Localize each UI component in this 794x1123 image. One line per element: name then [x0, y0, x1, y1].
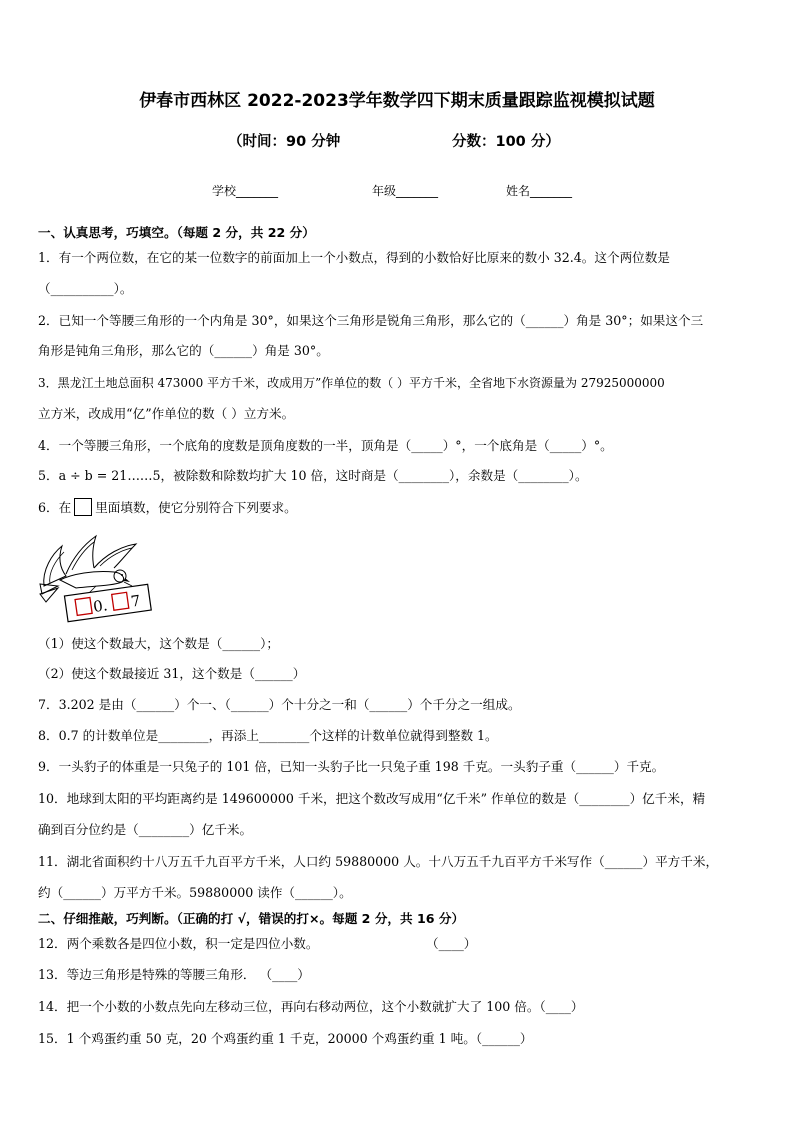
grade-field[interactable]: 年级_______	[372, 184, 439, 198]
question-14: 14．把一个小数的小数点先向左移动三位，再向右移动两位，这个小数就扩大了 100 倍。（____）	[38, 999, 584, 1014]
bird-holding-card-illustration	[36, 524, 152, 624]
question-3-line2: 立方米，改成用“亿”作单位的数（ ）立方米。	[38, 406, 295, 421]
question-6-suffix: 里面填数，使它分别符合下列要求。	[95, 500, 297, 515]
question-8: 8．0.7 的计数单位是________，再添上________个这样的计数单位就得到整数 1。	[38, 728, 498, 743]
question-6-prefix: 6．在	[38, 500, 72, 515]
question-6	[38, 498, 297, 517]
school-field[interactable]: 学校_______	[212, 184, 279, 198]
question-10-line2: 确到百分位约是（________）亿千米。	[38, 822, 253, 837]
question-1-line1: 1．有一个两位数，在它的某一位数字的前面加上一个小数点，得到的小数恰好比原来的数小 32.4。这个两位数是	[38, 250, 670, 265]
card-decimal-point: 0.	[92, 596, 109, 616]
question-2-line2: 角形是钝角三角形，那么它的（______）角是 30°。	[38, 343, 329, 358]
answer-box-icon	[74, 498, 92, 516]
page-title: 伊春市西林区 2022-2023学年数学四下期末质量跟踪监视模拟试题	[139, 91, 655, 111]
question-5: 5．a ÷ b = 21……5，被除数和除数均扩大 10 倍，这时商是（________），余数是（________）。	[38, 468, 588, 483]
question-13: 13．等边三角形是特殊的等腰三角形． （____）	[38, 967, 310, 982]
name-field[interactable]: 姓名_______	[506, 184, 573, 198]
question-12-answer[interactable]: （____）	[426, 936, 477, 951]
question-9: 9．一头豹子的体重是一只兔子的 101 倍，已知一头豹子比一只兔子重 198 千克。一头豹子重（______）千克。	[38, 759, 665, 774]
total-score: 分数：100 分）	[452, 134, 560, 150]
question-11-line1: 11．湖北省面积约十八万五千九百平方千米，人口约 59880000 人。十八万五千九百平方千米写作（______）平方千米，	[38, 854, 719, 869]
question-1-line2[interactable]: （__________）。	[38, 281, 133, 296]
section2-heading: 二、仔细推敲，巧判断。（正确的打 √，错误的打×。每题 2 分，共 16 分）	[38, 911, 465, 926]
question-3-line1: 3．黑龙江土地总面积 473000 平方千米，改成用万”作单位的数（ ）平方千米，全省地下水资源量为 27925000000	[38, 376, 665, 390]
question-2-line1: 2．已知一个等腰三角形的一个内角是 30°，如果这个三角形是锐角三角形，那么它的（______）角是 30°；如果这个三	[38, 313, 704, 328]
question-15: 15．1 个鸡蛋约重 50 克，20 个鸡蛋约重 1 千克，20000 个鸡蛋约重 1 吨。（______）	[38, 1031, 533, 1046]
question-10-line1: 10．地球到太阳的平均距离约是 149600000 千米，把这个数改写成用“亿千米” 作单位的数是（________）亿千米，精	[38, 791, 706, 806]
question-12: 12．两个乘数各是四位小数，积一定是四位小数。	[38, 936, 319, 951]
question-6-part2: （2）使这个数最接近 31，这个数是（______）	[38, 666, 306, 681]
card-digit: 7	[129, 591, 142, 611]
section1-heading: 一、认真思考，巧填空。（每题 2 分，共 22 分）	[38, 225, 315, 240]
time-limit: （时间：90 分钟	[228, 134, 341, 150]
question-11-line2: 约（______）万平方千米。59880000 读作（______）。	[38, 885, 352, 900]
question-4: 4．一个等腰三角形，一个底角的度数是顶角度数的一半，顶角是（_____）°，一个底角是（_____）°。	[38, 438, 613, 453]
question-7: 7．3.202 是由（______）个一、（______）个十分之一和（______）个千分之一组成。	[38, 697, 521, 712]
question-6-part1: （1）使这个数最大，这个数是（______）；	[38, 636, 279, 651]
